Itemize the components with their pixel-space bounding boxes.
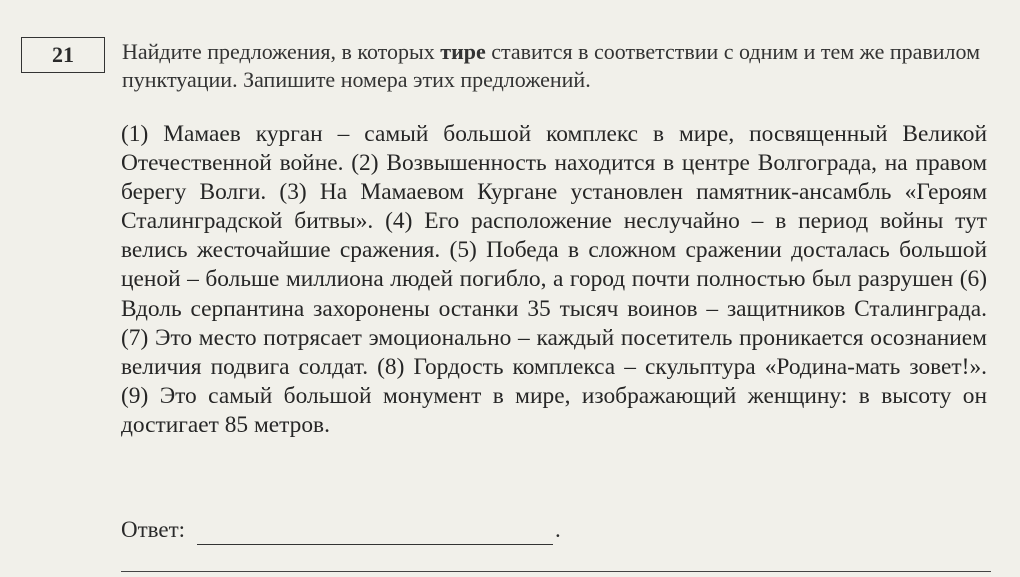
passage-text: (1) Мамаев курган – самый большой комплекс в мире, посвященный Великой Отечественной войне. (2) Возвышенность находится в центре Волгограда, на правом берегу Волги. (3) На Мамаевом Кургане установлен памятник-ансамбль «Героям Сталинградской битвы». (4) Его расположение неслучайно – в период войны тут велись жесточайшие сражения. (5) Победа в сложном сражении досталась большой ценой – больше миллиона людей погибло, а город почти полностью был разрушен (6) Вдоль серпантина захоронены останки 35 тысяч воинов – защитников Сталинграда. (7) Это место потрясает эмоционально – каждый посетитель проникается осознанием величия подвига солдат. (8) Гордость комплекса – скульптура «Родина-мать зовет!». (9) Это самый большой монумент в мире, изображающий женщину: в высоту он достигает 85 метров. — [121, 121, 987, 438]
bottom-divider — [121, 571, 991, 572]
task-number: 21 — [52, 42, 74, 67]
answer-label: Ответ: — [121, 517, 186, 542]
task-instruction — [122, 38, 982, 94]
instruction-bold-word: тире — [440, 39, 486, 64]
answer-blank-line[interactable] — [197, 518, 553, 545]
answer-end-mark: . — [555, 517, 561, 542]
task-number-box — [21, 37, 105, 73]
answer-row — [121, 515, 561, 545]
instruction-text-end: ставится в соответствии с одним и тем же правилом пунктуации. Запишите номера этих предложений. — [122, 39, 981, 92]
instruction-text-start: Найдите предложения, в которых — [122, 39, 441, 64]
